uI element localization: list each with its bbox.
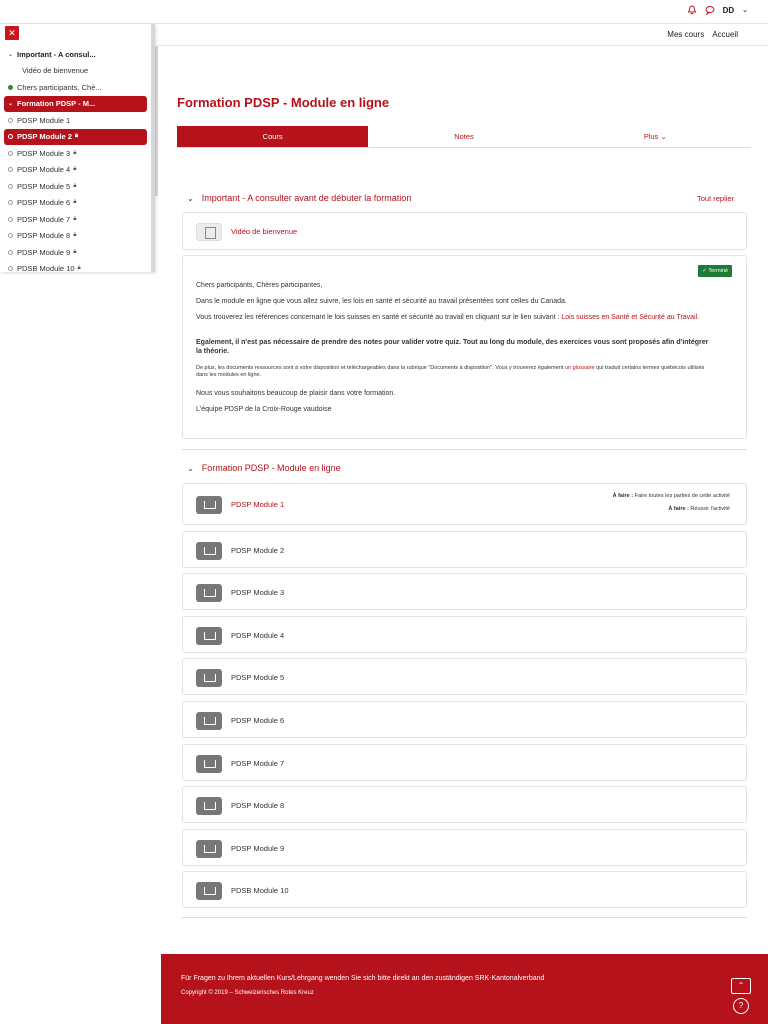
user-menu[interactable]: DD [722, 5, 735, 15]
requirement-label: À faire : [668, 506, 689, 512]
lock-icon: 🔒︎ [73, 149, 77, 156]
drawer-item-label: PDSB Module 10 [17, 264, 75, 272]
speech-bubble-icon[interactable] [705, 5, 715, 15]
completion-requirement [668, 506, 730, 512]
activity-title[interactable]: PDSP Module 2 [231, 546, 285, 555]
paragraph-signature: L'équipe PDSP de la Croix-Rouge vaudoise [196, 406, 332, 413]
module-icon [196, 496, 222, 514]
status-dot-icon [8, 266, 13, 271]
activity-module[interactable] [182, 616, 747, 653]
lock-icon: 🔒︎ [73, 215, 77, 222]
bell-icon[interactable] [687, 5, 697, 15]
greeting-text: Chers participants, Chères participantes, [196, 282, 323, 289]
swiss-laws-link[interactable]: Lois suisses en Santé et Sécurité au Travail [561, 314, 698, 321]
drawer-item-label: PDSP Module 4 [17, 165, 71, 175]
drawer-item-label: PDSP Module 5 [17, 181, 71, 191]
drawer-item[interactable] [0, 79, 151, 96]
activity-module[interactable] [182, 786, 747, 823]
activity-title[interactable]: PDSP Module 7 [231, 759, 285, 768]
secondary-nav [158, 24, 768, 46]
drawer-item-label: PDSP Module 1 [17, 115, 71, 125]
activity-welcome-video[interactable] [182, 212, 747, 250]
module-icon [196, 755, 222, 773]
activity-module[interactable] [182, 483, 747, 525]
paragraph-resources-tail: qui traduit certains termes québécois utilisés dans les modules en ligne. [196, 365, 705, 378]
section-title: Important - A consulter avant de débuter la formation [201, 193, 412, 203]
completion-badge[interactable]: ✓ Terminé [698, 265, 732, 277]
drawer-item-label: PDSP Module 8 [17, 231, 71, 241]
paragraph-period: . [697, 314, 700, 321]
drawer-item-label: Important - A consul... [17, 49, 96, 59]
footer-copyright: Copyright © 2019 – Schweizerisches Rotes Kreuz [181, 990, 314, 996]
drawer-item[interactable] [0, 145, 151, 162]
tab-notes[interactable]: Notes [454, 132, 474, 141]
footer [161, 954, 768, 1024]
tab-more[interactable]: Plus ⌄ [643, 132, 667, 141]
requirement-text: Réussir l'activité [688, 506, 730, 512]
page-icon [196, 223, 222, 241]
status-dot-icon [8, 151, 13, 156]
top-bar [0, 0, 768, 24]
activity-module[interactable] [182, 573, 747, 610]
activity-module[interactable] [182, 871, 747, 908]
section-header-important[interactable] [187, 193, 411, 203]
status-dot-icon [8, 167, 13, 172]
top-bar-icons [687, 5, 748, 15]
requirement-label: À faire : [612, 493, 634, 499]
page-title: Formation PDSP - Module en ligne [177, 95, 390, 110]
drawer-item[interactable] [0, 178, 151, 195]
requirement-text: Faire toutes les parties de cette activité [633, 493, 730, 499]
drawer-item-label: Formation PDSP - M... [17, 99, 96, 109]
drawer-item-label: PDSP Module 9 [17, 247, 71, 257]
activity-title[interactable]: Vidéo de bienvenue [231, 227, 298, 236]
paragraph-references [196, 313, 716, 322]
activity-module[interactable] [182, 744, 747, 781]
course-index-list [0, 46, 151, 272]
activity-title[interactable]: PDSP Module 3 [231, 588, 285, 597]
module-icon [196, 797, 222, 815]
chevron-down-icon[interactable]: ⌄ [8, 101, 14, 108]
status-dot-icon [8, 217, 13, 222]
status-dot-icon [8, 250, 13, 255]
section-title: Formation PDSP - Module en ligne [201, 463, 341, 473]
drawer-item[interactable] [0, 63, 151, 80]
footer-contact-text: Für Fragen zu Ihrem aktuellen Kurs/Lehrgang wenden Sie sich bitte direkt an den zuständigen SRK-Kantonalverband [181, 975, 545, 982]
activity-title[interactable]: PDSP Module 8 [231, 801, 285, 810]
completion-requirement [613, 493, 730, 499]
module-icon [196, 542, 222, 560]
activity-title[interactable]: PDSP Module 4 [231, 631, 285, 640]
lock-icon: 🔒︎ [74, 133, 79, 140]
help-button[interactable]: ? [733, 998, 749, 1014]
activity-title[interactable]: PDSP Module 5 [231, 673, 285, 682]
lock-icon: 🔒︎ [77, 265, 81, 272]
welcome-message-card [182, 255, 747, 439]
chevron-down-icon[interactable]: ⌄ [187, 463, 194, 473]
activity-title[interactable]: PDSB Module 10 [231, 886, 289, 895]
paragraph-wishes: Nous vous souhaitons beaucoup de plaisir dans votre formation. [196, 390, 396, 397]
lock-icon: 🔒︎ [73, 232, 77, 239]
paragraph-laws: Dans le module en ligne que vous allez suivre, les lois en santé et sécurité au travail présentées sont celles du Canada. [196, 298, 567, 305]
course-tabs [177, 126, 751, 148]
lock-icon: 🔒︎ [73, 166, 77, 173]
drawer-item-label: PDSP Module 2 [17, 132, 72, 142]
drawer-item[interactable] [0, 162, 151, 179]
status-dot-icon [8, 118, 13, 123]
drawer-item[interactable] [0, 195, 151, 212]
chevron-down-icon[interactable]: ⌄ [742, 7, 748, 14]
drawer-section-active[interactable] [4, 96, 147, 113]
paragraph-resources-text: De plus, les documents ressources sont à votre disposition et téléchargeables dans la rubrique "Documents à disposition". Vous y trouverez également [196, 365, 565, 371]
drawer-item-label: PDSP Module 3 [17, 148, 71, 158]
drawer-item-active[interactable] [4, 129, 147, 146]
module-icon [196, 584, 222, 602]
nav-my-courses[interactable]: Mes cours [667, 30, 705, 39]
course-index-drawer [0, 24, 155, 272]
chevron-down-icon[interactable]: ⌄ [8, 51, 14, 58]
activity-module[interactable] [182, 531, 747, 568]
status-dot-icon [8, 134, 13, 139]
paragraph-notes: Egalement, il n'est pas nécessaire de prendre des notes pour valider votre quiz. Tout au long du module, des exercices vous sont proposés afin d'intégrer la théorie. [196, 339, 709, 355]
status-dot-icon [8, 233, 13, 238]
module-icon [196, 669, 222, 687]
lock-icon: 🔒︎ [73, 199, 77, 206]
activity-module[interactable] [182, 701, 747, 738]
activity-title[interactable]: PDSP Module 9 [231, 844, 285, 853]
tab-cours[interactable]: Cours [177, 126, 368, 147]
lock-icon: 🔒︎ [73, 182, 77, 189]
sidebar-edge [155, 46, 158, 196]
drawer-item-label: PDSP Module 7 [17, 214, 71, 224]
drawer-scrollbar[interactable] [151, 24, 155, 272]
drawer-item[interactable] [0, 244, 151, 261]
collapse-all-link[interactable]: Tout replier [697, 194, 735, 203]
drawer-item[interactable] [0, 211, 151, 228]
drawer-item-label: Vidéo de bienvenue [22, 66, 89, 76]
module-icon [196, 840, 222, 858]
status-dot-icon [8, 184, 13, 189]
activity-title[interactable]: PDSP Module 1 [231, 500, 285, 509]
nav-home[interactable]: Accueil [712, 30, 738, 39]
section-divider [182, 917, 747, 918]
completed-dot-icon [8, 85, 13, 90]
module-icon [196, 712, 222, 730]
status-dot-icon [8, 200, 13, 205]
activity-module[interactable] [182, 829, 747, 866]
chevron-down-icon[interactable]: ⌄ [187, 193, 194, 203]
section-divider [182, 449, 747, 450]
paragraph-references-text: Vous trouverez les références concernant le lois suisses en santé et sécurité au travail en cliquant sur le lien suivant : [196, 314, 562, 321]
activity-module[interactable] [182, 658, 747, 695]
paragraph-resources [196, 365, 716, 379]
module-icon [196, 627, 222, 645]
drawer-item[interactable] [0, 112, 151, 129]
section-header-formation[interactable] [187, 463, 341, 473]
drawer-item[interactable] [0, 228, 151, 245]
module-icon [196, 882, 222, 900]
activity-title[interactable]: PDSP Module 6 [231, 716, 285, 725]
back-to-top-button[interactable]: ⌃ [731, 978, 751, 994]
drawer-item-label: Chers participants, Chè... [17, 82, 102, 92]
glossary-link[interactable]: un glossaire [564, 365, 595, 371]
drawer-item-label: PDSP Module 6 [17, 198, 71, 208]
lock-icon: 🔒︎ [73, 248, 77, 255]
drawer-section[interactable] [0, 46, 151, 63]
drawer-item[interactable] [0, 261, 151, 273]
close-drawer-button[interactable]: ✕ [5, 26, 19, 40]
